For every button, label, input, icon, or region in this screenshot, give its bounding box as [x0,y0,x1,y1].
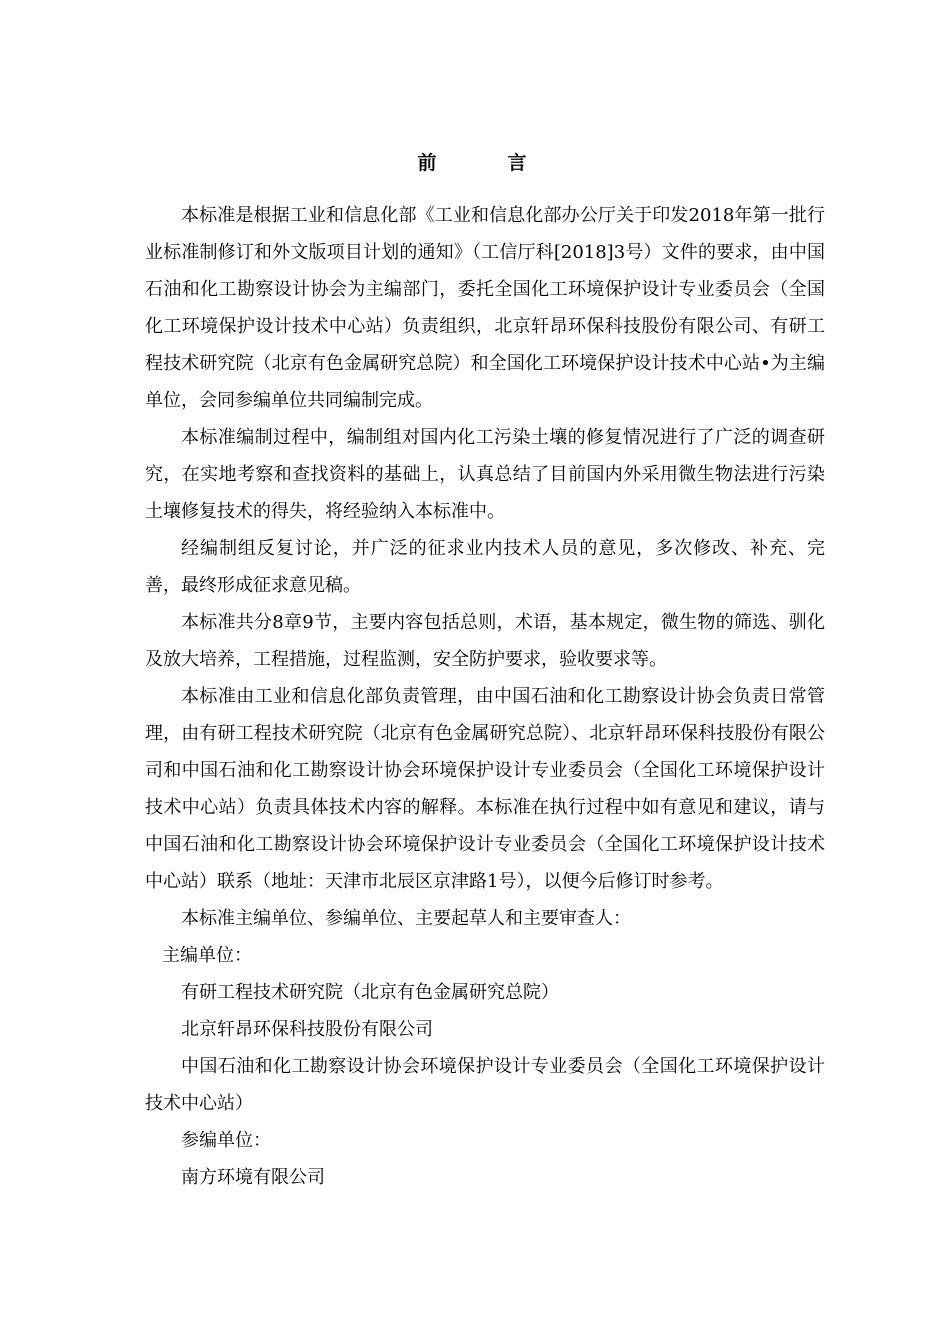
paragraph-contents: 本标准共分8章9节，主要内容包括总则，术语，基本规定，微生物的筛选、驯化及放大培养，工程措施，过程监测，安全防护要求，验收要求等。 [145,612,825,670]
chief-units-label: 主编单位： [162,945,252,966]
page-title: 前 言 [417,152,553,174]
chief-unit-item: 北京轩昂环保科技股份有限公司 [181,1019,433,1040]
paragraph-basis: 本标准是根据工业和信息化部《工业和信息化部办公厅关于印发2018年第一批行业标准制修订和外文版项目计划的通知》（工信厅科[2018]3号）文件的要求，由中国石油和化工勘察设计协会为主编部门，委托全国化工环境保护设计专业委员会（全国化工环境保护设计技术中心站）负责组织，北京轩昂环保科技股份有限公司、有研工程技术研究院（北京有色金属研究总院）和全国化工环境保护设计技术中心站•为主编单位，会同参编单位共同编制完成。 [145,205,825,411]
paragraph-management: 本标准由工业和信息化部负责管理，由中国石油和化工勘察设计协会负责日常管理，由有研工程技术研究院（北京有色金属研究总院）、北京轩昂环保科技股份有限公司和中国石油和化工勘察设计协会环境保护设计专业委员会（全国化工环境保护设计技术中心站）负责具体技术内容的解释。本标准在执行过程中如有意见和建议，请与中国石油和化工勘察设计协会环境保护设计专业委员会（全国化工环境保护设计技术中心站）联系（地址：天津市北辰区京津路1号），以便今后修订时参考。 [145,686,825,892]
paragraph-units-intro: 本标准主编单位、参编单位、主要起草人和主要审查人： [181,908,631,929]
participating-unit-item: 南方环境有限公司 [181,1167,325,1188]
paragraph-process: 本标准编制过程中，编制组对国内化工污染土壤的修复情况进行了广泛的调查研究，在实地考察和查找资料的基础上，认真总结了目前国内外采用微生物法进行污染土壤修复技术的得失，将经验纳入本标准中。 [145,427,825,522]
chief-unit-item: 中国石油和化工勘察设计协会环境保护设计专业委员会（全国化工环境保护设计技术中心站） [145,1056,825,1114]
paragraph-review: 经编制组反复讨论，并广泛的征求业内技术人员的意见，多次修改、补充、完善，最终形成征求意见稿。 [145,538,825,596]
participating-units-label: 参编单位： [181,1130,271,1151]
chief-unit-item: 有研工程技术研究院（北京有色金属研究总院） [181,982,559,1003]
document-body [145,197,825,1196]
